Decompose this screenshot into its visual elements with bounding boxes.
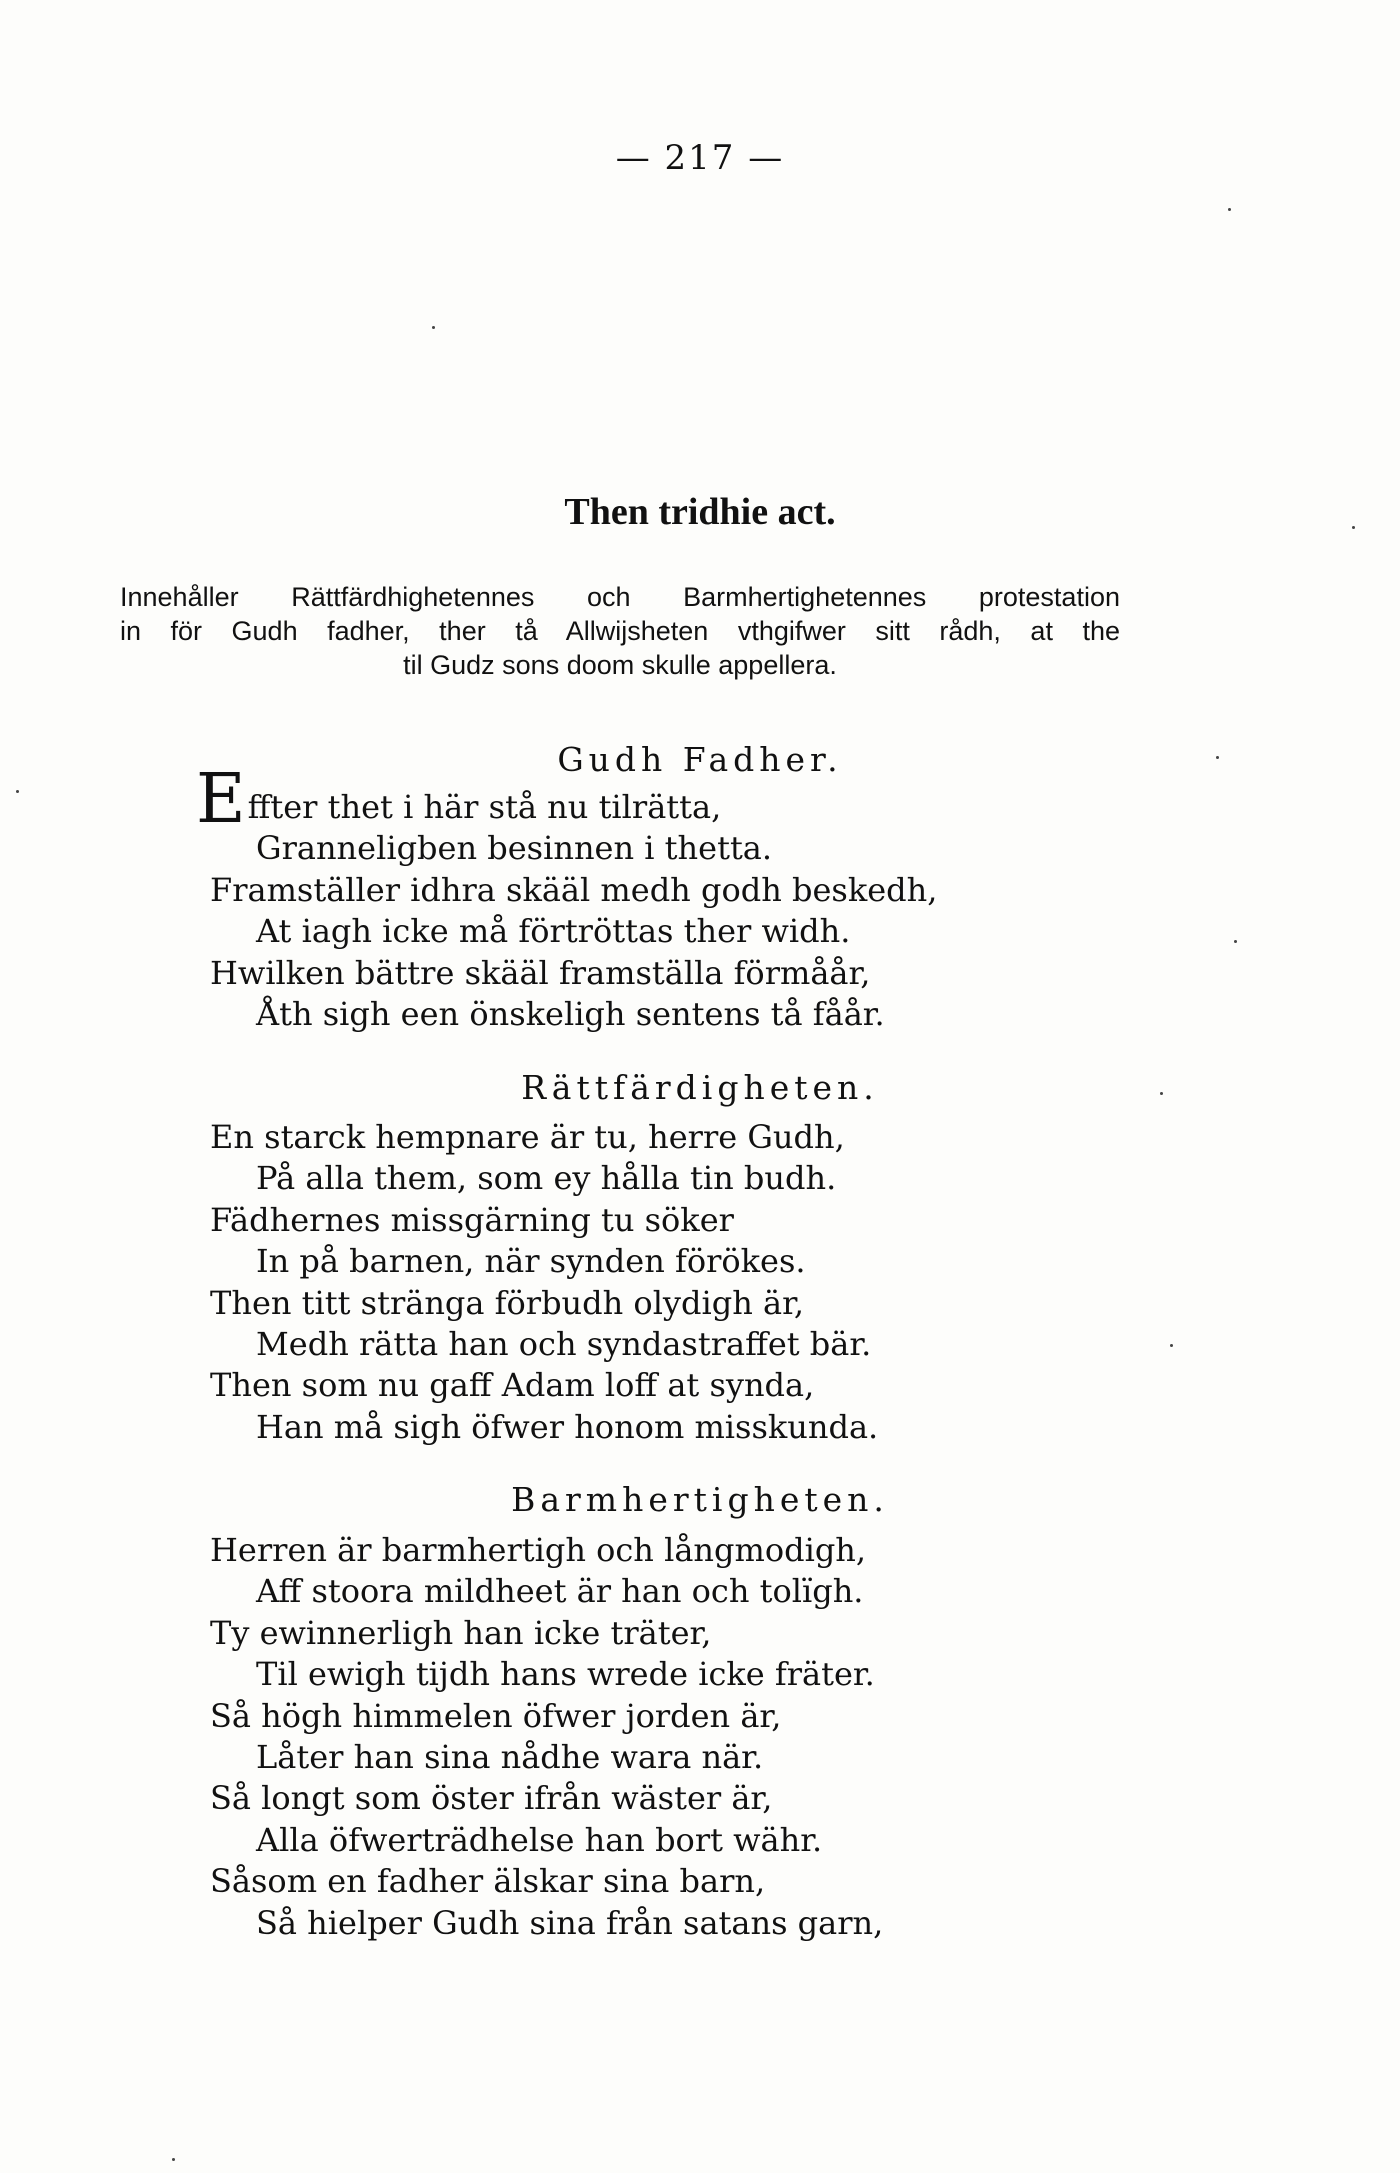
scan-speck: [16, 790, 19, 793]
scan-speck: [1228, 208, 1231, 211]
speaker-heading: Rättfärdigheten.: [521, 1068, 879, 1107]
verse-line: Aff stoora mildheet är han och tolïgh.: [256, 1572, 864, 1611]
verse-line: Til ewigh tijdh hans wrede icke fräter.: [256, 1655, 875, 1694]
speaker-heading: Barmhertigheten.: [511, 1480, 889, 1519]
act-summary: [120, 580, 1120, 682]
verse-line: Framställer idhra skääl medh godh beskedh,: [210, 870, 938, 909]
verse-line: Så högh himmelen öfwer jorden är,: [210, 1696, 782, 1735]
verse-line: Låter han sina nådhe wara när.: [256, 1738, 764, 1777]
verse-line: Så hielper Gudh sina från satans garn,: [256, 1903, 884, 1942]
verse-line: Then som nu gaff Adam loff at synda,: [210, 1366, 815, 1405]
scan-speck: [172, 2158, 175, 2161]
verse-line: In på barnen, när synden förökes.: [256, 1242, 806, 1281]
verse-line: Fädhernes missgärning tu söker: [210, 1200, 734, 1239]
verse-line: Hwilken bättre skääl framställa förmåår,: [210, 953, 871, 992]
verse-line: Herren är barmhertigh och långmodigh,: [210, 1531, 867, 1569]
summary-line: Innehåller Rättfärdhighetennes och Barmhertighetennes protestation: [120, 582, 1120, 612]
scan-speck: [1170, 1344, 1173, 1347]
scan-speck: [1234, 940, 1237, 943]
verse-line: Granneligben besinnen i thetta.: [256, 829, 773, 868]
verse-block: [210, 1117, 878, 1448]
scan-speck: [1352, 526, 1355, 529]
summary-line: til Gudz sons doom skulle appellera.: [403, 650, 837, 680]
verse-line: Åth sigh een önskeligh sentens tå fåår.: [256, 995, 885, 1034]
scan-speck: [1216, 756, 1219, 759]
verse-line: Så longt som öster ifrån wäster är,: [210, 1779, 773, 1818]
verse-line: Såsom en fadher älskar sina barn,: [210, 1862, 766, 1901]
verse-line: Medh rätta han och syndastraffet bär.: [256, 1325, 872, 1364]
page-number: — 217 —: [615, 138, 785, 178]
verse-block: [210, 1530, 883, 1944]
verse-line: At iagh icke må förtröttas ther widh.: [256, 912, 851, 951]
verse-line: En starck hempnare är tu, herre Gudh,: [210, 1118, 845, 1156]
verse-line: På alla them, som ey hålla tin budh.: [256, 1159, 837, 1198]
scan-speck: [1160, 1092, 1163, 1095]
verse-line: Then titt stränga förbudh olydigh är,: [210, 1283, 805, 1322]
verse-block: [196, 760, 938, 1035]
verse-line: Alla öfwerträdhelse han bort währ.: [256, 1820, 823, 1859]
verse-line: Effter thet i här stå nu tilrätta,: [196, 760, 722, 839]
drop-capital: E: [196, 760, 246, 839]
speaker-heading: Gudh Fadher.: [557, 740, 843, 779]
scan-speck: [432, 326, 435, 329]
act-title: Then tridhie act.: [564, 491, 836, 533]
summary-line: in för Gudh fadher, ther tå Allwijsheten vthgifwer sitt rådh, at the: [120, 616, 1120, 646]
verse-line: Ty ewinnerligh han icke träter,: [210, 1613, 712, 1652]
verse-line: Han må sigh öfwer honom misskunda.: [256, 1407, 879, 1446]
